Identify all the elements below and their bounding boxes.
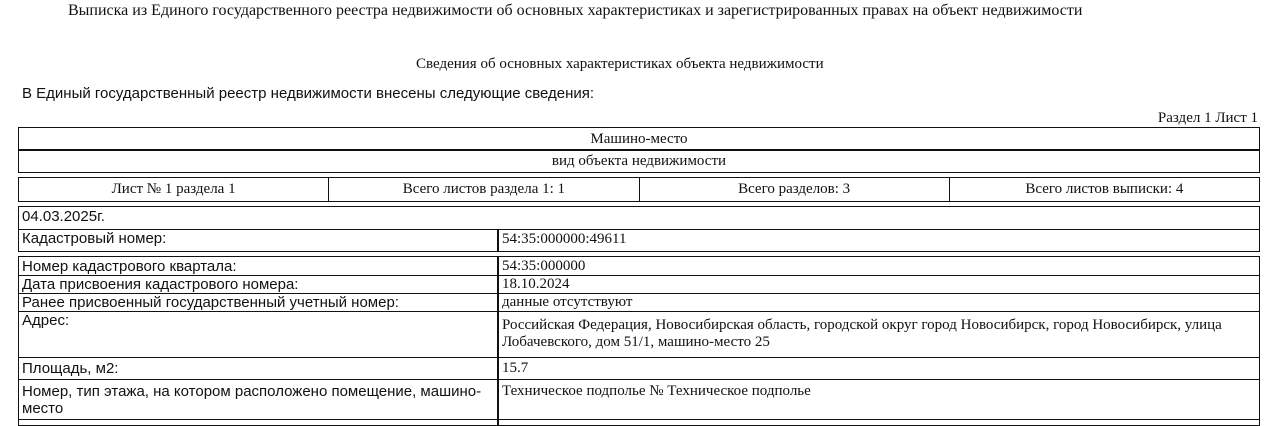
section-reference: Раздел 1 Лист 1 xyxy=(1157,110,1258,126)
row-value: 15.7 xyxy=(502,360,529,376)
sheet-number: Лист № 1 раздела 1 xyxy=(19,178,329,201)
column-divider xyxy=(497,257,499,425)
table-row xyxy=(19,275,1259,294)
total-sheets: Всего листов выписки: 4 xyxy=(1025,181,1184,197)
row-label: Дата присвоения кадастрового номера: xyxy=(22,276,299,293)
table-row xyxy=(19,357,1259,380)
row-value: Техническое подполье № Техническое подполье xyxy=(502,383,811,399)
row-value: 18.10.2024 xyxy=(502,276,570,292)
document-title: Выписка из Единого государственного реестра недвижимости об основных характеристиках и зарегистрированных правах на объект недвижимости xyxy=(68,2,1083,19)
divider xyxy=(19,149,1259,151)
row-value: 54:35:000000 xyxy=(502,258,586,274)
table-row xyxy=(19,257,1259,276)
row-label: Площадь, м2: xyxy=(22,360,119,377)
cadastral-label: Кадастровый номер: xyxy=(22,230,167,247)
characteristics-table xyxy=(18,256,1260,426)
object-type-header xyxy=(18,127,1260,173)
table-row xyxy=(19,311,1259,358)
table-row xyxy=(19,379,1259,420)
total-sections: Всего разделов: 3 xyxy=(640,178,950,201)
sheets-in-section: Всего листов раздела 1: 1 xyxy=(329,178,639,201)
extract-date: 04.03.2025г. xyxy=(22,208,105,225)
object-type-caption: вид объекта недвижимости xyxy=(551,153,727,169)
row-label: Номер кадастрового квартала: xyxy=(22,258,237,275)
cadastral-number: 54:35:000000:49611 xyxy=(502,231,627,247)
row-label: Ранее присвоенный государственный учетный номер: xyxy=(22,294,399,311)
row-value: данные отсутствуют xyxy=(502,294,633,310)
row-label: Номер, тип этажа, на котором расположено помещение, машино-место xyxy=(22,383,482,417)
document-subtitle: Сведения об основных характеристиках объекта недвижимости xyxy=(416,56,824,72)
intro-text: В Единый государственный реестр недвижимости внесены следующие сведения: xyxy=(22,85,595,102)
table-row xyxy=(19,293,1259,312)
object-name: Машино-место xyxy=(590,131,688,147)
row-value: Российская Федерация, Новосибирская область, городской округ город Новосибирск, город Новосибирск, улица Лобачевского, дом 51/1, машино-место 25 xyxy=(502,317,1222,350)
sheet-info-row xyxy=(18,177,1260,202)
date-and-cadastral-block xyxy=(18,206,1260,252)
row-label: Адрес: xyxy=(22,312,70,329)
column-divider xyxy=(497,229,499,251)
